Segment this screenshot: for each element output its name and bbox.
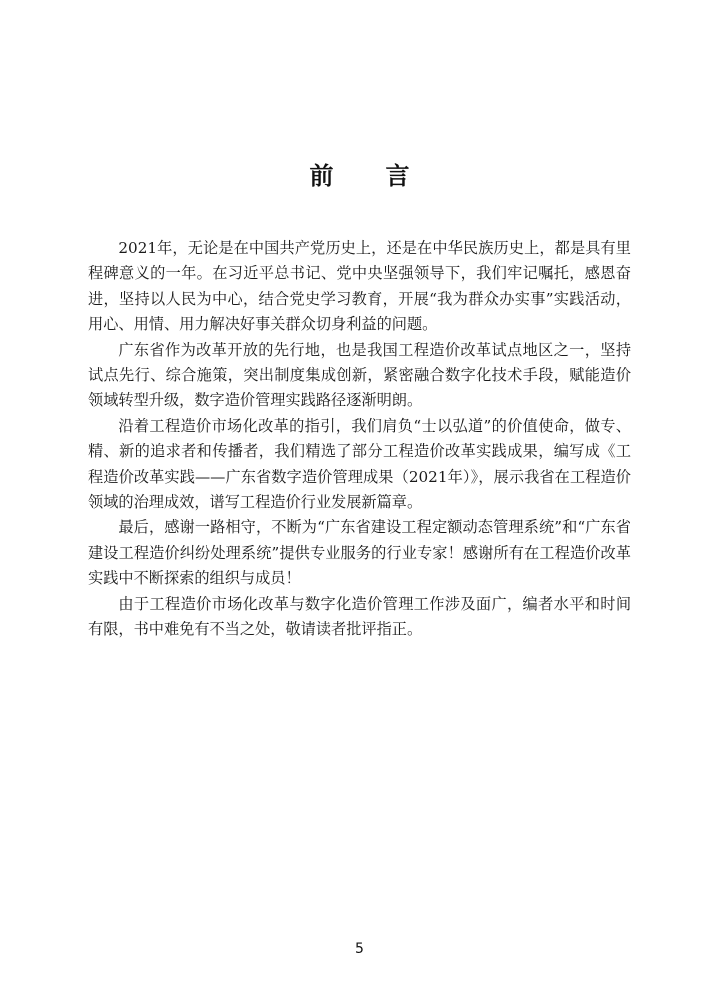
body-text — [88, 236, 631, 643]
paragraph-1: 2021年，无论是在中国共产党历史上，还是在中华民族历史上，都是具有里程碑意义的一年。在习近平总书记、党中央坚强领导下，我们牢记嘱托，感恩奋进，坚持以人民为中心，结合党史学习教育，开展“我为群众办实事”实践活动，用心、用情、用力解决好事关群众切身利益的问题。 — [88, 239, 631, 334]
paragraph-4: 最后，感谢一路相守，不断为“广东省建设工程定额动态管理系统”和“广东省建设工程造价纠纷处理系统”提供专业服务的行业专家！感谢所有在工程造价改革实践中不断探索的组织与成员！ — [88, 518, 631, 588]
page-number: 5 — [355, 941, 364, 957]
page-title: 前言 — [309, 162, 462, 190]
paragraph-2: 广东省作为改革开放的先行地，也是我国工程造价改革试点地区之一，坚持试点先行、综合施策，突出制度集成创新，紧密融合数字化技术手段，赋能造价领域转型升级，数字造价管理实践路径逐渐明朗。 — [88, 340, 631, 410]
paragraph-3: 沿着工程造价市场化改革的指引，我们肩负“士以弘道”的价值使命，做专、精、新的追求者和传播者，我们精选了部分工程造价改革实践成果，编写成《工程造价改革实践——广东省数字造价管理成果（2021年）》，展示我省在工程造价领域的治理成效，谱写工程造价行业发展新篇章。 — [88, 416, 631, 512]
paragraph-5: 由于工程造价市场化改革与数字化造价管理工作涉及面广，编者水平和时间有限，书中难免有不当之处，敬请读者批评指正。 — [88, 594, 631, 639]
